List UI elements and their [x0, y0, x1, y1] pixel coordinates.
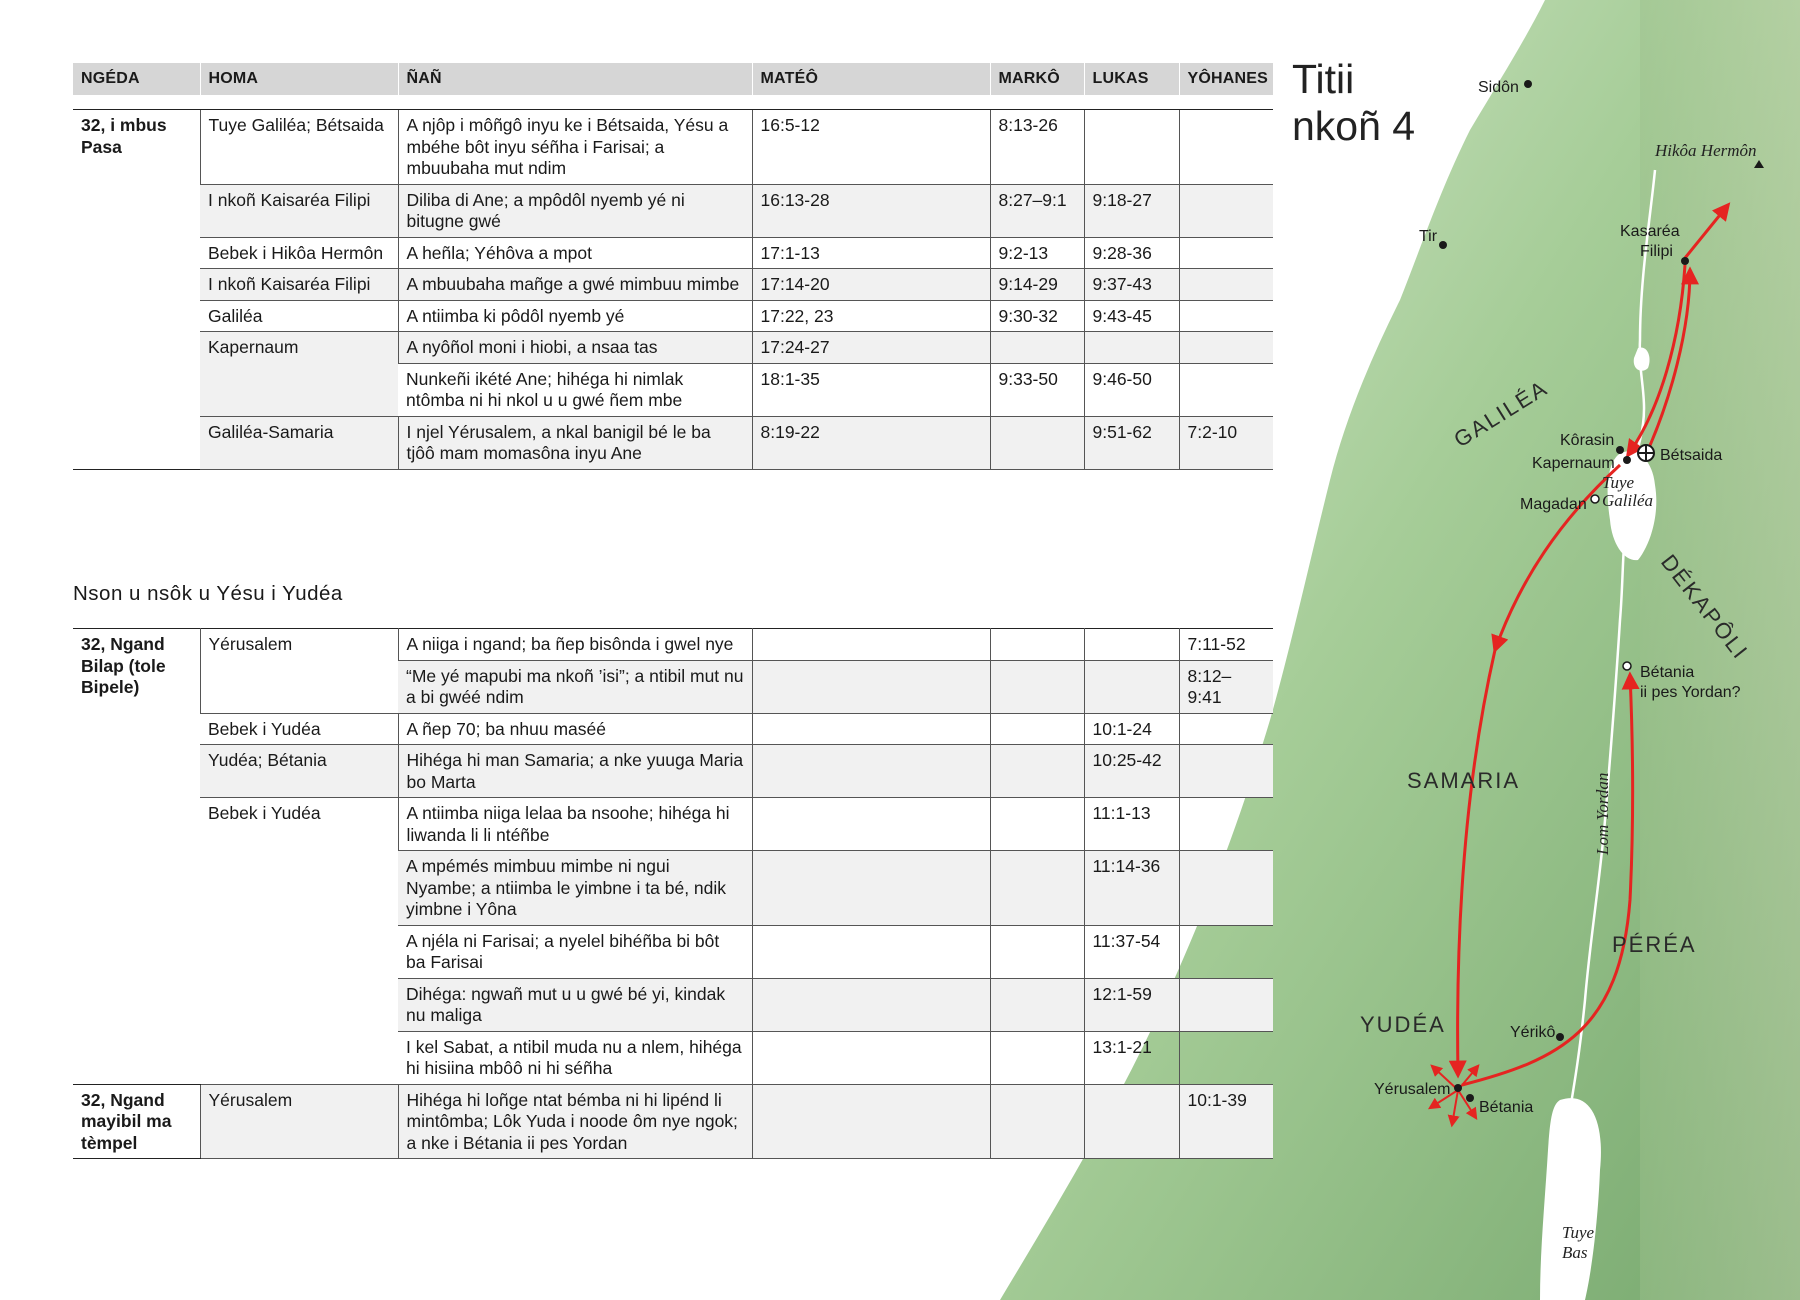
cell-event: Diliba di Ane; a mpôdôl nyemb yé ni bitugne gwé: [398, 184, 752, 237]
cell-john: [1179, 745, 1273, 798]
cell-luke: 9:37-43: [1084, 269, 1179, 301]
cell-luke: [1084, 332, 1179, 364]
cell-place: Yérusalem: [200, 629, 398, 714]
cell-matthew: [752, 925, 990, 978]
table-header: [73, 63, 1273, 95]
cell-date: 32, i mbus Pasa: [73, 110, 200, 470]
cell-luke: 13:1-21: [1084, 1031, 1179, 1084]
cell-luke: 9:51-62: [1084, 416, 1179, 469]
table-row: [73, 237, 1273, 269]
cell-luke: 10:25-42: [1084, 745, 1179, 798]
cell-luke: 10:1-24: [1084, 713, 1179, 745]
cell-place: Bebek i Yudéa: [200, 713, 398, 745]
table-row: [73, 745, 1273, 798]
cell-john: [1179, 978, 1273, 1031]
cell-mark: [990, 925, 1084, 978]
cell-place: Tuye Galiléa; Bétsaida: [200, 110, 398, 185]
cell-place: Galiléa: [200, 300, 398, 332]
cell-event: A ntiimba ki pôdôl nyemb yé: [398, 300, 752, 332]
cell-john: [1179, 269, 1273, 301]
table-row: [73, 713, 1273, 745]
label-betania: Bétania: [1479, 1099, 1534, 1116]
cell-luke: 12:1-59: [1084, 978, 1179, 1031]
label-betania-peres-1: Bétania: [1640, 664, 1695, 681]
cell-date: 32, Ngand Bilap (tole Bipele): [73, 629, 200, 1085]
cell-luke: 11:1-13: [1084, 798, 1179, 851]
cell-john: 7:11-52: [1179, 629, 1273, 661]
cell-place: Yérusalem: [200, 1084, 398, 1159]
cell-mark: [990, 629, 1084, 661]
table-body-2: [73, 629, 1273, 1159]
label-hermon: Hikôa Hermôn: [1655, 141, 1757, 160]
cell-john: [1179, 184, 1273, 237]
cell-john: 10:1-39: [1179, 1084, 1273, 1159]
cell-mark: [990, 1084, 1084, 1159]
table-body-1: [73, 95, 1273, 469]
header-luke: LUKAS: [1084, 63, 1179, 95]
table-row: [73, 269, 1273, 301]
cell-luke: 11:14-36: [1084, 851, 1179, 926]
cell-event: I njel Yérusalem, a nkal banigil bé le ba tjôô mam momasôna inyu Ane: [398, 416, 752, 469]
cell-john: [1179, 237, 1273, 269]
cell-event: A niiga i ngand; ba ñep bisônda i gwel nye: [398, 629, 752, 661]
cell-john: [1179, 925, 1273, 978]
map-title: [1292, 56, 1415, 150]
cell-event: A nyôñol moni i hiobi, a nsaa tas: [398, 332, 752, 364]
cell-luke: 9:43-45: [1084, 300, 1179, 332]
cell-matthew: [752, 745, 990, 798]
header-place: HOMA: [200, 63, 398, 95]
table-row: [73, 798, 1273, 851]
cell-matthew: 16:5-12: [752, 110, 990, 185]
label-betania-peres-2: ii pes Yordan?: [1640, 684, 1741, 701]
cell-mark: 8:13-26: [990, 110, 1084, 185]
cell-matthew: 17:24-27: [752, 332, 990, 364]
table-row: [73, 110, 1273, 185]
cell-place: Kapernaum: [200, 332, 398, 417]
cell-luke: 9:46-50: [1084, 363, 1179, 416]
label-tuye-bas-1: Tuye: [1562, 1223, 1595, 1242]
cell-mark: 9:2-13: [990, 237, 1084, 269]
map-title-line2: nkoñ 4: [1292, 103, 1416, 149]
region-dekapoli: DÉKAPÔLI: [1656, 549, 1754, 665]
cell-mark: 9:30-32: [990, 300, 1084, 332]
cell-place: I nkoñ Kaisaréa Filipi: [200, 269, 398, 301]
chronology-table-yudea: [73, 628, 1273, 1159]
cell-mark: [990, 416, 1084, 469]
label-tir: Tir: [1419, 228, 1438, 245]
header-date: NGÉDA: [73, 63, 200, 95]
cell-event: Nunkeñi ikété Ane; hihéga hi nimlak ntômba ni hi nkol u u gwé ñem mbe: [398, 363, 752, 416]
cell-luke: 11:37-54: [1084, 925, 1179, 978]
cell-matthew: [752, 713, 990, 745]
cell-event: A njôp i môñgô inyu ke i Bétsaida, Yésu a mbéhe bôt inyu séñha i Farisai; a mbuubaha mut ndim: [398, 110, 752, 185]
label-lom-yordan: Lom Yordan: [1593, 772, 1612, 855]
cell-event: A ntiimba niiga lelaa ba nsoohe; hihéga hi liwanda li li ntéñbe: [398, 798, 752, 851]
header-mark: MARKÔ: [990, 63, 1084, 95]
cell-event: A mbuubaha mañge a gwé mimbuu mimbe: [398, 269, 752, 301]
label-tuye-bas-2: Bas: [1562, 1243, 1588, 1262]
cell-john: [1179, 798, 1273, 851]
cell-matthew: [752, 978, 990, 1031]
header-john: YÔHANES: [1179, 63, 1273, 95]
cell-mark: 9:33-50: [990, 363, 1084, 416]
cell-john: [1179, 332, 1273, 364]
cell-john: [1179, 713, 1273, 745]
section-heading: Nson u nsôk u Yésu i Yudéa: [73, 582, 343, 605]
cell-luke: [1084, 660, 1179, 713]
table-row: [73, 1084, 1273, 1159]
cell-matthew: [752, 798, 990, 851]
cell-place: I nkoñ Kaisaréa Filipi: [200, 184, 398, 237]
cell-john: [1179, 1031, 1273, 1084]
cell-event: A ñep 70; ba nhuu maséé: [398, 713, 752, 745]
cell-event: I kel Sabat, a ntibil muda nu a nlem, hihéga hi hisiina mbôô ni hi séñha: [398, 1031, 752, 1084]
cell-luke: 9:28-36: [1084, 237, 1179, 269]
label-yerusalem: Yérusalem: [1374, 1081, 1451, 1098]
cell-matthew: [752, 629, 990, 661]
cell-event: A heñla; Yéhôva a mpot: [398, 237, 752, 269]
chronology-table-galilea: [73, 63, 1273, 470]
cell-luke: 9:18-27: [1084, 184, 1179, 237]
table-row: [73, 184, 1273, 237]
cell-luke: [1084, 110, 1179, 185]
cell-matthew: [752, 1031, 990, 1084]
cell-event: “Me yé mapubi ma nkoñ ’isi”; a ntibil mut nu a bi gwéé ndim: [398, 660, 752, 713]
label-kapernaum: Kapernaum: [1532, 455, 1615, 472]
cell-mark: 8:27–9:1: [990, 184, 1084, 237]
cell-john: [1179, 110, 1273, 185]
cell-mark: [990, 713, 1084, 745]
cell-mark: [990, 798, 1084, 851]
cell-john: [1179, 851, 1273, 926]
label-sidon: Sidôn: [1478, 79, 1519, 96]
cell-place: Yudéa; Bétania: [200, 745, 398, 798]
cell-mark: [990, 978, 1084, 1031]
region-yudea: YUDÉA: [1360, 1012, 1446, 1037]
region-perea: PÉRÉA: [1612, 932, 1697, 957]
label-betsaida: Bétsaida: [1660, 447, 1723, 464]
cell-luke: [1084, 629, 1179, 661]
cell-event: Dihéga: ngwañ mut u u gwé bé yi, kindak nu maliga: [398, 978, 752, 1031]
cell-mark: [990, 332, 1084, 364]
cell-place: Bebek i Yudéa: [200, 798, 398, 1085]
region-samaria: SAMARIA: [1407, 768, 1521, 793]
cell-matthew: [752, 851, 990, 926]
cell-place: Galiléa-Samaria: [200, 416, 398, 469]
label-tuye-galilea-1: Tuye: [1602, 473, 1635, 492]
cell-john: [1179, 363, 1273, 416]
cell-john: 7:2-10: [1179, 416, 1273, 469]
label-korasin: Kôrasin: [1560, 432, 1615, 449]
table-row: [73, 300, 1273, 332]
header-event: ÑAÑ: [398, 63, 752, 95]
cell-matthew: 17:1-13: [752, 237, 990, 269]
label-kasarea-1: Kasaréa: [1620, 223, 1680, 240]
cell-event: Hihéga hi man Samaria; a nke yuuga Maria bo Marta: [398, 745, 752, 798]
cell-luke: [1084, 1084, 1179, 1159]
cell-place: Bebek i Hikôa Hermôn: [200, 237, 398, 269]
header-matthew: MATÉÔ: [752, 63, 990, 95]
cell-mark: [990, 1031, 1084, 1084]
cell-john: [1179, 300, 1273, 332]
cell-matthew: [752, 1084, 990, 1159]
cell-mark: [990, 745, 1084, 798]
label-yeriko: Yérikô: [1510, 1024, 1556, 1041]
cell-event: A mpémés mimbuu mimbe ni ngui Nyambe; a ntiimba le yimbne i ta bé, ndik yimbne i Yôna: [398, 851, 752, 926]
cell-date: 32, Ngand mayibil ma tèmpel: [73, 1084, 200, 1159]
label-magadan: Magadan: [1520, 496, 1587, 513]
cell-mark: 9:14-29: [990, 269, 1084, 301]
cell-mark: [990, 851, 1084, 926]
map-title-line1: Titii: [1292, 56, 1355, 102]
cell-matthew: 18:1-35: [752, 363, 990, 416]
cell-matthew: 17:14-20: [752, 269, 990, 301]
table-row: [73, 332, 1273, 364]
cell-mark: [990, 660, 1084, 713]
label-kasarea-2: Filipi: [1640, 243, 1673, 260]
cell-matthew: 8:19-22: [752, 416, 990, 469]
cell-event: A njéla ni Farisai; a nyelel bihéñba bi bôt ba Farisai: [398, 925, 752, 978]
region-galilea: GALILÉA: [1449, 375, 1553, 453]
cell-matthew: [752, 660, 990, 713]
table-row: [73, 416, 1273, 469]
land-east: [1640, 0, 1800, 1300]
cell-matthew: 17:22, 23: [752, 300, 990, 332]
table-row: [73, 629, 1273, 661]
label-tuye-galilea-2: Galiléa: [1602, 491, 1653, 510]
cell-matthew: 16:13-28: [752, 184, 990, 237]
cell-event: Hihéga hi loñge ntat bémba ni hi lipénd li mintômba; Lôk Yuda i noode ôm nye ngok; a nke i Bétania ii pes Yordan: [398, 1084, 752, 1159]
cell-john: 8:12–9:41: [1179, 660, 1273, 713]
